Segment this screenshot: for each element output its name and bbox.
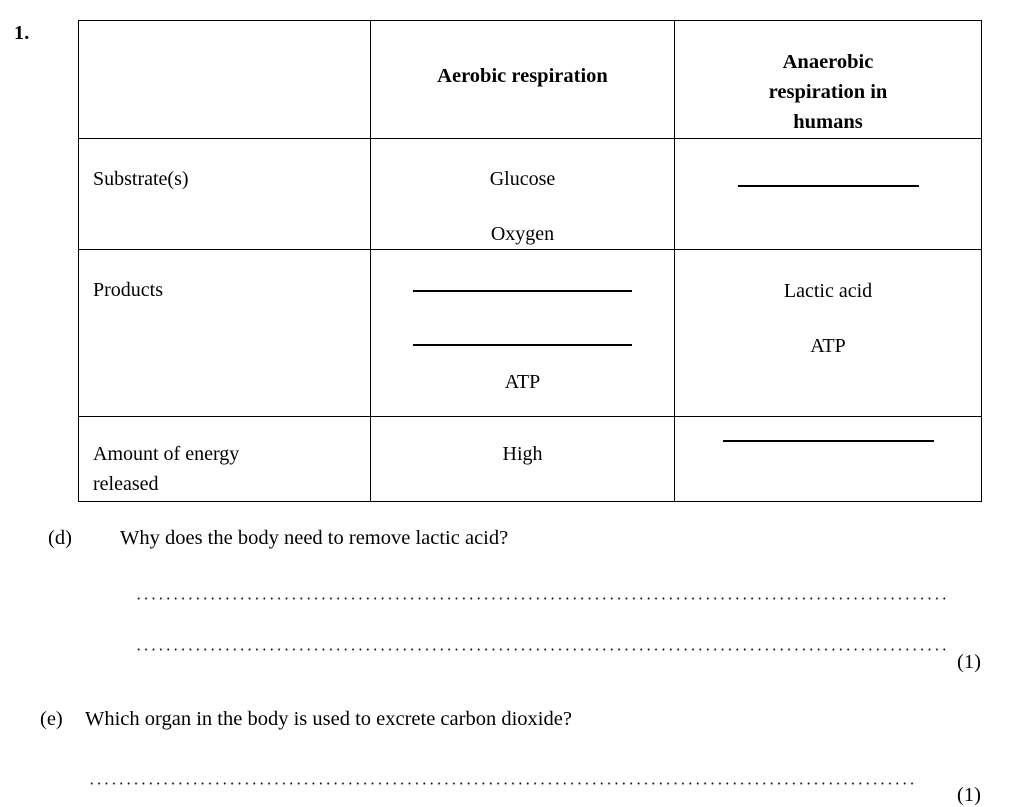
products-anaerobic-item-1: Lactic acid — [783, 280, 873, 302]
blank-answer-rule[interactable] — [738, 185, 919, 187]
cell-substrate-anaerobic — [675, 139, 982, 250]
answer-line-d-2[interactable] — [135, 648, 947, 651]
blank-answer-rule[interactable] — [413, 290, 632, 292]
marks-d: (1) — [957, 651, 981, 673]
header-cell-anaerobic — [675, 21, 982, 139]
table-header-row — [79, 21, 982, 139]
row-label-cell-products — [79, 250, 371, 417]
table-row — [79, 139, 982, 250]
header-cell-blank — [79, 21, 371, 139]
energy-anaerobic-answer-area[interactable] — [675, 440, 981, 442]
part-e-marker: (e) — [40, 708, 63, 730]
substrate-anaerobic-answer-area[interactable] — [675, 185, 981, 187]
header-anaerobic-label — [675, 21, 981, 137]
substrate-aerobic-values — [371, 139, 674, 249]
part-d-text: Why does the body need to remove lactic acid? — [120, 527, 509, 549]
products-aerobic-values — [371, 250, 674, 397]
row-label-cell-substrate — [79, 139, 371, 250]
cell-substrate-aerobic — [371, 139, 675, 250]
answer-line-e-1[interactable] — [88, 782, 918, 785]
header-aerobic-label: Aerobic respiration — [437, 65, 608, 87]
question-part-d — [48, 525, 508, 551]
question-part-e — [40, 706, 572, 732]
substrate-aerobic-item-2: Oxygen — [490, 223, 555, 245]
cell-products-aerobic — [371, 250, 675, 417]
row-label-energy-line2: released — [93, 473, 159, 495]
marks-e: (1) — [957, 784, 981, 806]
answer-line-d-1[interactable] — [135, 597, 947, 600]
row-label-products: Products — [93, 279, 163, 301]
row-label-energy-line1: Amount of energy — [93, 443, 240, 465]
row-label-substrate: Substrate(s) — [93, 168, 189, 190]
products-anaerobic-item-2: ATP — [810, 335, 846, 357]
blank-answer-rule[interactable] — [723, 440, 934, 442]
row-label-cell-energy — [79, 417, 371, 502]
row-label-energy — [79, 417, 370, 499]
header-anaerobic-line1: Anaerobic — [782, 51, 874, 73]
table-row — [79, 250, 982, 417]
products-aerobic-item-3: ATP — [504, 371, 541, 393]
question-number: 1. — [14, 22, 30, 44]
header-anaerobic-line2: respiration in — [768, 81, 888, 103]
substrate-aerobic-item-1: Glucose — [489, 168, 556, 190]
part-e-text: Which organ in the body is used to excrete carbon dioxide? — [85, 708, 572, 730]
blank-answer-rule[interactable] — [413, 344, 632, 346]
header-blank-label — [79, 21, 370, 47]
part-d-marker: (d) — [48, 527, 72, 549]
table-row — [79, 417, 982, 502]
respiration-comparison-table — [78, 20, 982, 502]
header-cell-aerobic — [371, 21, 675, 139]
energy-aerobic-value: High — [502, 443, 543, 465]
products-anaerobic-values — [675, 250, 981, 361]
header-anaerobic-line3: humans — [793, 111, 863, 133]
cell-energy-anaerobic — [675, 417, 982, 502]
cell-energy-aerobic — [371, 417, 675, 502]
cell-products-anaerobic — [675, 250, 982, 417]
